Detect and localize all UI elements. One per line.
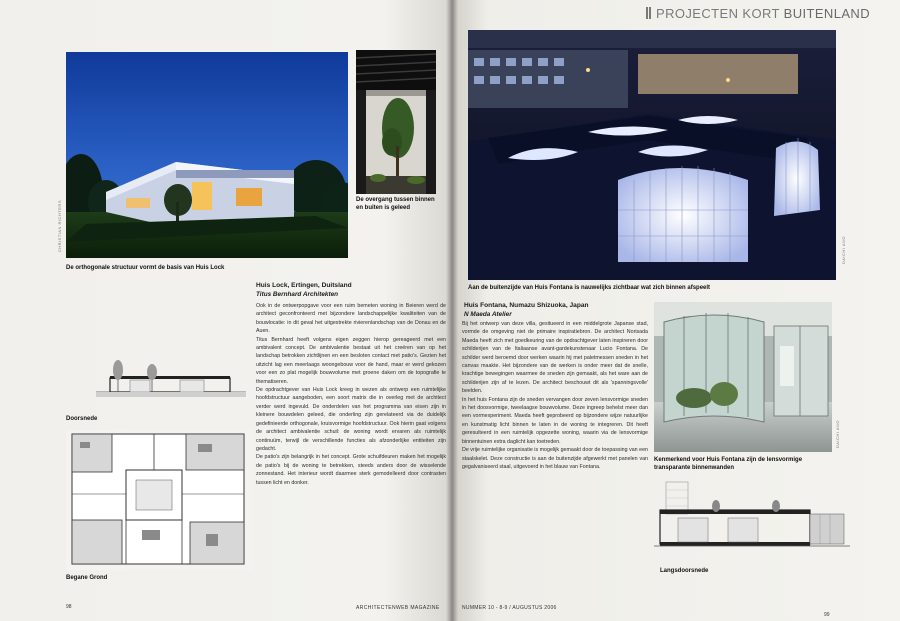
label-doorsnede: Doorsnede <box>66 416 98 422</box>
longitudinal-section-huis-fontana <box>654 480 850 564</box>
paragraph: Titus Bernhard heeft volgens eigen zeggen hierop gereageerd met een ambivalent concept. De ambivalentie bestaat uit het creëren van op het landschap betrokken zichtlijnen en een besloten contact met patio's. Gezien het uitzicht lag een meerlaags woongebouw voor de hand, maar er werd gekozen voor een zo plat mogelijk bouwvolume met groene daken om de topografie te thematiseren. <box>256 336 446 385</box>
floor-plan-huis-lock <box>66 430 252 570</box>
footer-magazine-title: ARCHITECTENWEB MAGAZINE <box>356 605 440 611</box>
article-architect-huis-lock: Titus Bernhard Architekten <box>256 291 339 298</box>
photo-huis-fontana-interior <box>654 302 832 452</box>
paragraph: Ook in de ontwerpopgave voor een ruim bemeten woning in Beieren werd de architect geconfronteerd met bijzondere landschappelijke kwaliteiten van de bouwlocatie: in dit geval het uitgestrekte rivierenlandschap van de Donau en de Auen. <box>256 303 446 335</box>
photo-huis-lock-exterior <box>66 52 348 258</box>
photo-huis-fontana-exterior <box>468 30 836 280</box>
article-body-huis-lock <box>256 302 446 572</box>
book-spine-shadow <box>446 0 458 621</box>
caption-huis-fontana: Aan de buitenzijde van Huis Fontana is nauwelijks zichtbaar wat zich binnen afspeelt <box>468 285 711 291</box>
section-header-prefix: PROJECTEN KORT <box>656 6 780 21</box>
caption-huis-lock: De orthogonale structuur vormt de basis van Huis Lock <box>66 265 225 271</box>
photo-credit-left: CHRISTIAN RICHTERS <box>57 200 62 253</box>
label-langsdoorsnede: Langsdoorsnede <box>660 568 709 574</box>
section-header <box>646 6 870 21</box>
page-number-right: 99 <box>824 612 830 618</box>
article-architect-huis-fontana: N Maeda Atelier <box>464 311 512 318</box>
paragraph: Bij het ontwerp van deze villa, gesitueerd in een middelgrote Japanse stad, vormde de omgeving niet de primaire inspiratiebron. De architect Norisada Maeda heeft zich met goedkeuring van de opdrachtgever laten inspireren door schilderijen van de Italiaanse avant-gardekunstenaar Lucio Fontana. De schilder werd beroemd door werken waarin hij met paletmessen sneden in het canvas maakte. Het bijzondere van de werken is onder meer dat de snelle, krachtige bewegingen waarmee de sneden zijn gemaakt, als het ware aan de schilderijen zijn af te lezen. De architect beschouwt dit als 'spanningsvolle' beelden. <box>462 321 648 395</box>
section-drawing-huis-lock <box>96 356 246 408</box>
paragraph: De vrije ruimtelijke organisatie is mogelijk gemaakt door de toepassing van een staalskelet. Deze constructie is aan de buitenzijde afgewerkt met panelen van gegalvaniseerd staal, uitgevoerd in het blauw van Fontana. <box>462 447 648 470</box>
header-bar <box>646 7 648 19</box>
caption-patio: De overgang tussen binnen en buiten is geleed <box>356 197 435 211</box>
photo-huis-lock-patio <box>356 50 436 194</box>
huis-lock-exterior-image <box>66 52 348 258</box>
caption-interior: Kenmerkend voor Huis Fontana zijn de lensvormige transparante binnenwanden <box>654 457 803 471</box>
paragraph: De patio's zijn belangrijk in het concept. Grote schuifdeuren maken het mogelijk de patio's bij de woning te betrekken, steeds anders door de wisselende zonnestand. Het interieur wordt daarmee sterk gemodelleerd door contrasten tussen licht en donker. <box>256 454 446 486</box>
huis-fontana-exterior-image <box>468 30 836 280</box>
paragraph: In het huis Fontana zijn de sneden vervangen door zeven lensvormige sneden in het doosvormige, tweelaagse bouwvolume. Deze ingreep behelst meer dan een vormexperiment. Maeda heeft geprobeerd op bijzondere wijze natuurlijke en kunstmatig licht binnen te laten in de woning te integreren. Dit heeft geresulteerd in een ruimtelijk opgezette woning, waarin via de lensvormige binnentuinen extra daglicht kan toetreden. <box>462 396 648 445</box>
photo-credit-right: DAICHI ANO <box>841 236 846 265</box>
right-page <box>452 0 900 621</box>
section-drawing-image <box>96 356 246 408</box>
page-number-left: 98 <box>66 604 72 610</box>
floor-plan-image <box>66 430 252 570</box>
article-heading-huis-lock: Huis Lock, Ertingen, Duitsland <box>256 282 352 289</box>
section-header-suffix: BUITENLAND <box>783 6 870 21</box>
footer-issue: NUMMER 10 - 8-9 / AUGUSTUS 2006 <box>462 605 557 611</box>
header-bar <box>649 7 651 19</box>
article-heading-huis-fontana: Huis Fontana, Numazu Shizuoka, Japan <box>464 302 589 309</box>
label-begane-grond: Begane Grond <box>66 575 108 581</box>
article-body-huis-fontana <box>462 320 648 592</box>
huis-lock-patio-image <box>356 50 436 194</box>
interior-credit: DAICHI ANO <box>835 420 840 449</box>
longitudinal-section-image <box>654 480 850 564</box>
huis-fontana-interior-image <box>654 302 832 452</box>
paragraph: De opdrachtgever van Huis Lock kreeg in wezen als ontwerp een ruimtelijke hoofdstructuur aangeboden, een soort matrix die in overleg met de architect verder werd ingevuld. De onderdelen van het programma van eisen zijn in kleinere bouwdelen geleed, die onderling zijn gerelateerd via de duidelijk gedefinieerde orthogonale, kruisvormige hoofdstructuur. Ook hierin gaat volgens de architect ambivalentie schuil: de woning wordt ervaren als ruimtelijk continuüm, terwijl de verschillende functies als afzonderlijke entiteiten zijn gedacht. <box>256 387 446 452</box>
